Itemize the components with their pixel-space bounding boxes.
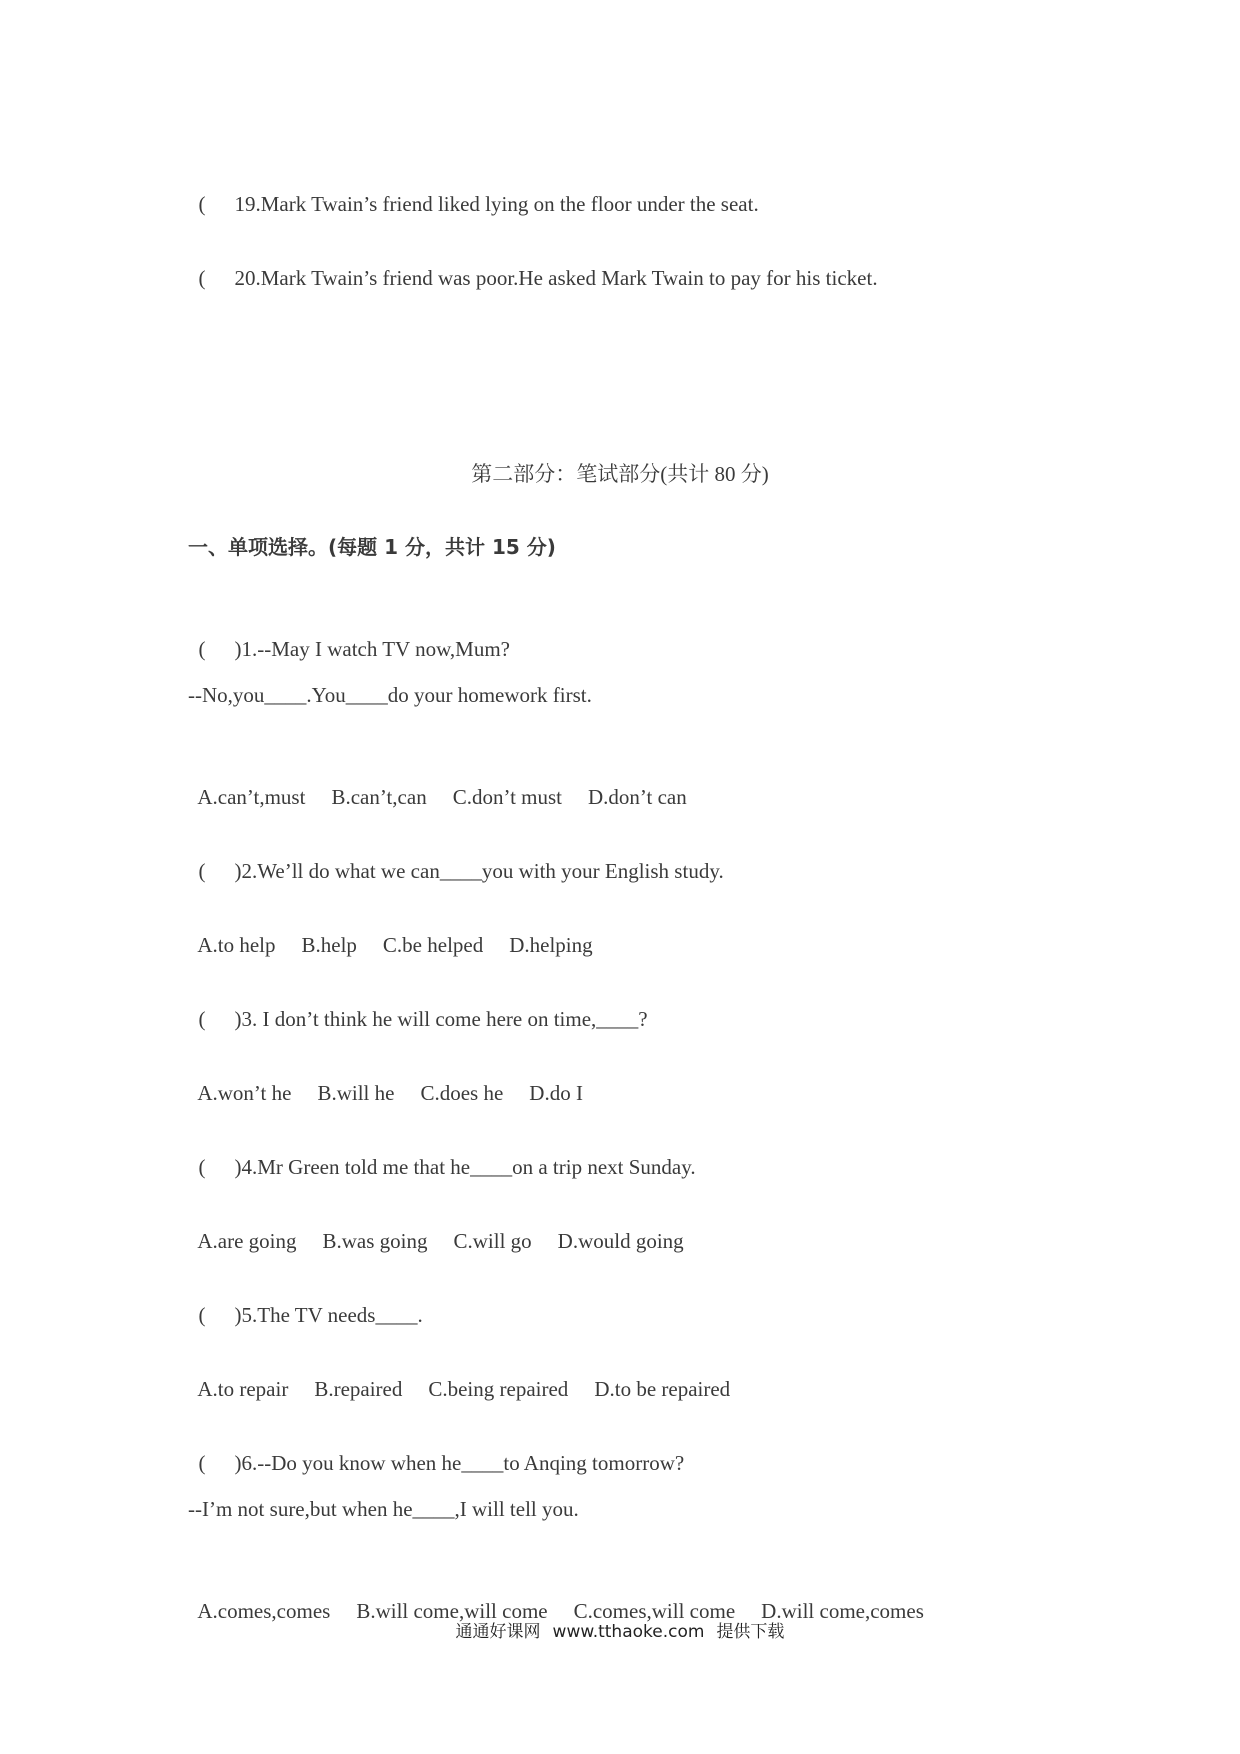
option-d: D.would going xyxy=(557,1229,684,1253)
option-b: B.will he xyxy=(317,1081,395,1105)
item-19 xyxy=(188,162,759,218)
option-b: B.repaired xyxy=(314,1377,403,1401)
option-c: C.be helped xyxy=(382,933,484,957)
answer-bracket: ( xyxy=(198,637,206,661)
question-3 xyxy=(188,977,648,1033)
answer-bracket: ( xyxy=(198,1451,206,1475)
option-a: A.to repair xyxy=(197,1377,289,1401)
answer-bracket: ( xyxy=(198,859,206,883)
answer-bracket: ( xyxy=(198,266,206,290)
option-a: A.can’t,must xyxy=(197,785,306,809)
footer-site-name: 通通好课网 xyxy=(455,1622,541,1642)
question-6-reply: --I’m not sure,but when he____,I will tell you. xyxy=(188,1497,579,1521)
item-20-text: 20.Mark Twain’s friend was poor.He asked Mark Twain to pay for his ticket. xyxy=(234,266,878,290)
option-a: A.to help xyxy=(197,933,276,957)
question-5 xyxy=(188,1273,423,1329)
question-5-stem: )5.The TV needs____. xyxy=(234,1303,423,1327)
question-3-stem: )3. I don’t think he will come here on time,____? xyxy=(234,1007,648,1031)
answer-bracket: ( xyxy=(198,192,206,216)
option-d: D.to be repaired xyxy=(594,1377,731,1401)
question-4 xyxy=(188,1125,696,1181)
answer-bracket: ( xyxy=(198,1303,206,1327)
option-b: B.will come,will come xyxy=(356,1599,548,1623)
option-a: A.comes,comes xyxy=(197,1599,331,1623)
question-6-stem: )6.--Do you know when he____to Anqing tomorrow? xyxy=(234,1451,685,1475)
option-b: B.was going xyxy=(322,1229,428,1253)
question-6 xyxy=(188,1421,684,1477)
option-c: C.comes,will come xyxy=(573,1599,736,1623)
option-a: A.won’t he xyxy=(197,1081,292,1105)
option-c: C.being repaired xyxy=(428,1377,569,1401)
footer-url[interactable]: www.tthaoke.com xyxy=(552,1622,705,1642)
option-b: B.help xyxy=(301,933,357,957)
answer-bracket: ( xyxy=(198,1155,206,1179)
item-19-text: 19.Mark Twain’s friend liked lying on the floor under the seat. xyxy=(234,192,759,216)
option-d: D.don’t can xyxy=(588,785,687,809)
question-2-stem: )2.We’ll do what we can____you with your English study. xyxy=(234,859,724,883)
option-a: A.are going xyxy=(197,1229,297,1253)
question-1-options xyxy=(188,755,687,811)
footer-suffix: 提供下载 xyxy=(716,1622,785,1642)
question-4-options xyxy=(188,1199,684,1255)
option-c: C.don’t must xyxy=(452,785,562,809)
answer-bracket: ( xyxy=(198,1007,206,1031)
question-1-stem: )1.--May I watch TV now,Mum? xyxy=(234,637,510,661)
option-b: B.can’t,can xyxy=(331,785,427,809)
option-d: D.do I xyxy=(529,1081,583,1105)
option-d: D.helping xyxy=(509,933,593,957)
question-5-options xyxy=(188,1347,730,1403)
question-1 xyxy=(188,607,510,663)
option-d: D.will come,comes xyxy=(761,1599,924,1623)
item-20 xyxy=(188,236,878,292)
section-one-title: 一、单项选择。(每题 1 分，共计 15 分) xyxy=(188,535,556,559)
page-footer xyxy=(0,1620,1240,1644)
question-4-stem: )4.Mr Green told me that he____on a trip next Sunday. xyxy=(234,1155,696,1179)
option-c: C.does he xyxy=(420,1081,504,1105)
question-1-reply: --No,you____.You____do your homework first. xyxy=(188,683,592,707)
question-6-options xyxy=(188,1569,924,1625)
question-2-options xyxy=(188,903,593,959)
part-two-title: 第二部分：笔试部分(共计 80 分) xyxy=(471,462,769,486)
question-2 xyxy=(188,829,724,885)
question-3-options xyxy=(188,1051,583,1107)
option-c: C.will go xyxy=(453,1229,532,1253)
